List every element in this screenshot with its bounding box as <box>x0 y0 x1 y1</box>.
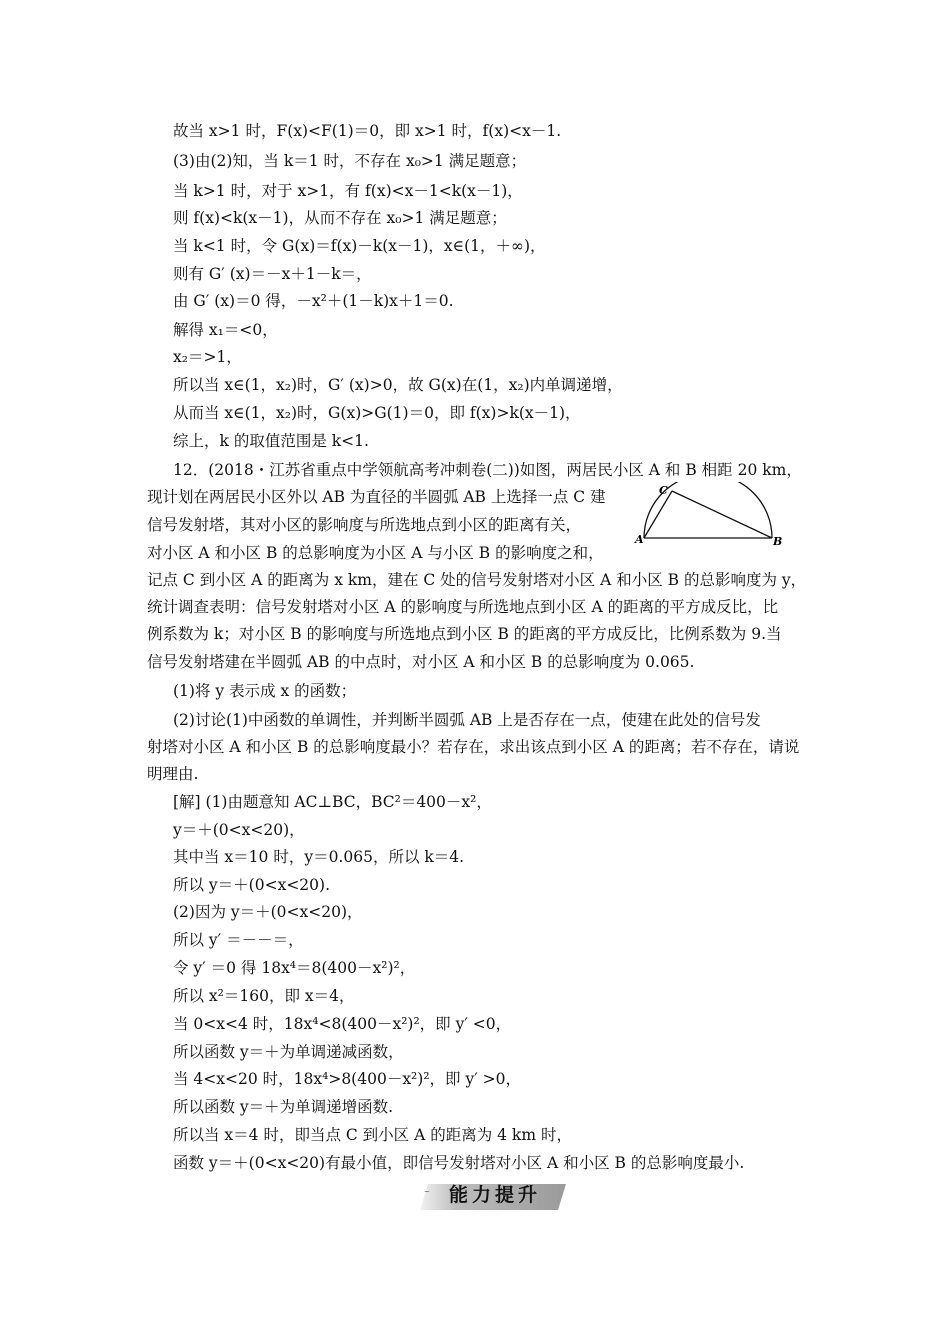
section-title: 能力提升 <box>448 1184 541 1206</box>
text-line: 所以函数 y＝＋为单调递增函数. <box>173 1098 394 1116</box>
text-line: 信号发射塔建在半圆弧 AB 的中点时，对小区 A 和小区 B 的总影响度为 0.065. <box>147 653 695 671</box>
problem-12-intro: 12．(2018・江苏省重点中学领航高考冲刺卷(二))如图，两居民小区 A 和 B 相距 20 km， <box>173 461 802 479</box>
point-c-label: C <box>659 484 668 497</box>
text-line: (2)因为 y＝＋(0<x<20)， <box>173 903 363 921</box>
text-line: (3)由(2)知，当 k＝1 时，不存在 x₀>1 满足题意； <box>173 152 527 170</box>
text-line: 当 k>1 时，对于 x>1，有 f(x)<x－1<k(x－1)， <box>173 182 523 200</box>
text-line: 当 0<x<4 时，18x⁴<8(400－x²)²，即 y′ <0， <box>173 1015 512 1033</box>
text-line: 故当 x>1 时，F(x)<F(1)＝0，即 x>1 时，f(x)<x－1. <box>173 122 562 140</box>
text-line: 所以 x²＝160，即 x＝4， <box>173 987 355 1005</box>
text-line: 从而当 x∈(1，x₂)时，G(x)>G(1)＝0，即 f(x)>k(x－1)， <box>173 404 581 422</box>
text-line: 所以 y＝＋(0<x<20). <box>173 876 331 894</box>
text-line: 综上，k 的取值范围是 k<1. <box>173 432 369 450</box>
text-line: 对小区 A 和小区 B 的总影响度为小区 A 与小区 B 的影响度之和， <box>147 544 604 562</box>
text-line: 所以当 x＝4 时，即当点 C 到小区 A 的距离为 4 km 时， <box>173 1126 572 1144</box>
text-line: 函数 y＝＋(0<x<20)有最小值，即信号发射塔对小区 A 和小区 B 的总影响度最小. <box>173 1154 745 1172</box>
text-line: 现计划在两居民小区外以 AB 为直径的半圆弧 AB 上选择一点 C 建 <box>147 488 606 506</box>
text-line: 所以当 x∈(1，x₂)时，G′ (x)>0，故 G(x)在(1，x₂)内单调递增， <box>173 376 623 394</box>
text-line: 则有 G′ (x)＝－x＋1－k＝， <box>173 265 372 283</box>
banner-ornament-icon: ~ <box>424 1188 430 1196</box>
solution-start: [解] (1)由题意知 AC⊥BC，BC²＝400－x²， <box>173 793 492 811</box>
text-line: 当 k<1 时，令 G(x)＝f(x)－k(x－1)，x∈(1，＋∞)， <box>173 237 546 255</box>
point-b-label: B <box>773 535 783 548</box>
text-line: x₂＝>1， <box>173 348 242 366</box>
text-line: 信号发射塔，其对小区的影响度与所选地点到小区的距离有关， <box>147 516 582 534</box>
text-line: 所以函数 y＝＋为单调递减函数， <box>173 1043 404 1061</box>
point-a-label: A <box>635 533 644 546</box>
text-line: 令 y′ ＝0 得 18x⁴＝8(400－x²)²， <box>173 959 416 977</box>
text-line: (2)讨论(1)中函数的单调性，并判断半圆弧 AB 上是否存在一点，使建在此处的信号发 <box>173 711 761 729</box>
text-line: 明理由. <box>147 765 199 783</box>
text-line: (1)将 y 表示成 x 的函数； <box>173 682 357 700</box>
text-line: 所以 y′ ＝－－＝， <box>173 931 304 949</box>
text-line: 当 4<x<20 时，18x⁴>8(400－x²)²，即 y′ >0， <box>173 1070 522 1088</box>
text-line: y＝＋(0<x<20)， <box>173 821 305 839</box>
text-line: 射塔对小区 A 和小区 B 的总影响度最小？若存在，求出该点到小区 A 的距离；若不存在，请说 <box>147 738 800 756</box>
text-line: 统计调查表明：信号发射塔对小区 A 的影响度与所选地点到小区 A 的距离的平方成反比，比 <box>147 598 779 616</box>
text-line: 例系数为 k；对小区 B 的影响度与所选地点到小区 B 的距离的平方成反比，比例系数为 9.当 <box>147 625 782 643</box>
semicircle-diagram <box>632 482 784 548</box>
text-line: 解得 x₁＝<0， <box>173 321 278 339</box>
segment-bc <box>672 491 772 538</box>
text-line: 由 G′ (x)＝0 得，－x²＋(1－k)x＋1＝0. <box>173 292 454 310</box>
text-line: 则 f(x)<k(x－1)，从而不存在 x₀>1 满足题意； <box>173 209 507 227</box>
text-line: 记点 C 到小区 A 的距离为 x km，建在 C 处的信号发射塔对小区 A 和小区 B 的总影响度为 y， <box>147 571 807 589</box>
text-line: 其中当 x＝10 时，y＝0.065，所以 k＝4. <box>173 848 465 866</box>
